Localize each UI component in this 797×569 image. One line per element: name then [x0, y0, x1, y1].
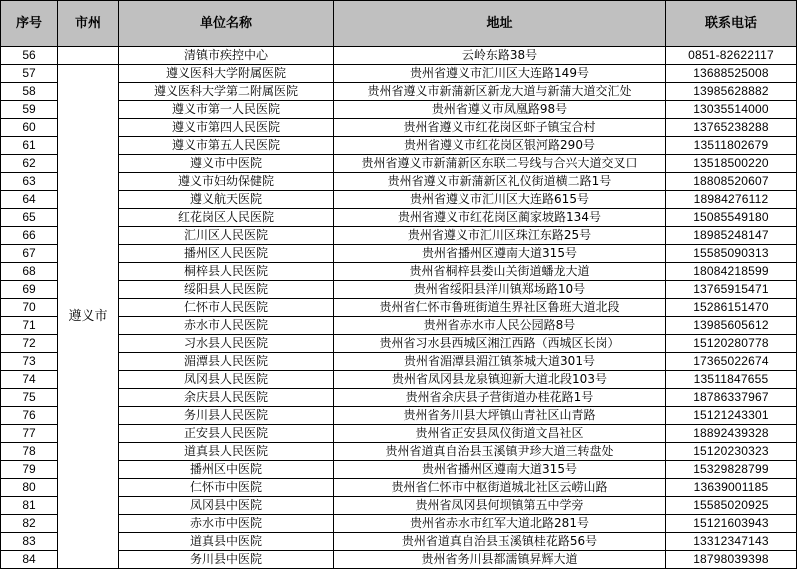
table-row: [1, 353, 797, 371]
phone-cell: 13765915471: [666, 281, 797, 299]
table-row: [1, 389, 797, 407]
row-number: 57: [1, 65, 58, 83]
phone-cell: 13639001185: [666, 479, 797, 497]
address-cell: 贵州省遵义市汇川区大连路615号: [334, 191, 666, 209]
unit-name-cell: 遵义市中医院: [119, 155, 334, 173]
row-number: 65: [1, 209, 58, 227]
table-row: [1, 443, 797, 461]
address-cell: 贵州省仁怀市中枢街道城北社区云崂山路: [334, 479, 666, 497]
table-row: [1, 173, 797, 191]
phone-cell: 13511847655: [666, 371, 797, 389]
row-number: 56: [1, 47, 58, 65]
unit-name-cell: 凤冈县中医院: [119, 497, 334, 515]
unit-name-cell: 道真县人民医院: [119, 443, 334, 461]
table-row: [1, 425, 797, 443]
row-number: 79: [1, 461, 58, 479]
address-cell: 贵州省绥阳县洋川镇郑场路10号: [334, 281, 666, 299]
header-seq: 序号: [1, 1, 58, 47]
unit-name-cell: 湄潭县人民医院: [119, 353, 334, 371]
phone-cell: 13312347143: [666, 533, 797, 551]
address-cell: 贵州省遵义市新蒲新区东联二号线与合兴大道交叉口: [334, 155, 666, 173]
unit-name-cell: 仁怀市中医院: [119, 479, 334, 497]
table-row: [1, 65, 797, 83]
row-number: 78: [1, 443, 58, 461]
unit-name-cell: 播州区中医院: [119, 461, 334, 479]
table-header: [1, 1, 797, 47]
address-cell: 贵州省仁怀市鲁班街道生界社区鲁班大道北段: [334, 299, 666, 317]
phone-cell: 15121603943: [666, 515, 797, 533]
table-row: [1, 245, 797, 263]
unit-name-cell: 遵义医科大学第二附属医院: [119, 83, 334, 101]
phone-cell: 15120280778: [666, 335, 797, 353]
row-number: 60: [1, 119, 58, 137]
row-number: 66: [1, 227, 58, 245]
unit-name-cell: 正安县人民医院: [119, 425, 334, 443]
address-cell: 贵州省务川县都濡镇昇辉大道: [334, 551, 666, 569]
phone-cell: 15121243301: [666, 407, 797, 425]
row-number: 68: [1, 263, 58, 281]
header-city: 市州: [58, 1, 119, 47]
address-cell: 贵州省道真自治县玉溪镇桂花路56号: [334, 533, 666, 551]
phone-cell: 15329828799: [666, 461, 797, 479]
unit-name-cell: 遵义航天医院: [119, 191, 334, 209]
table-row: [1, 551, 797, 569]
unit-name-cell: 遵义医科大学附属医院: [119, 65, 334, 83]
unit-name-cell: 务川县中医院: [119, 551, 334, 569]
address-cell: 贵州省遵义市新蒲新区礼仪街道横二路1号: [334, 173, 666, 191]
address-cell: 贵州省道真自治县玉溪镇尹珍大道三转盘处: [334, 443, 666, 461]
table-row: [1, 209, 797, 227]
city-cell-empty: [58, 47, 119, 65]
header-unit-name: 单位名称: [119, 1, 334, 47]
phone-cell: 13688525008: [666, 65, 797, 83]
address-cell: 贵州省习水县西城区湘江西路（西城区长岗）: [334, 335, 666, 353]
address-cell: 贵州省遵义市红花岗区蔺家坡路134号: [334, 209, 666, 227]
unit-name-cell: 播州区人民医院: [119, 245, 334, 263]
address-cell: 贵州省桐梓县娄山关街道蟠龙大道: [334, 263, 666, 281]
table-row: [1, 155, 797, 173]
unit-name-cell: 遵义市第一人民医院: [119, 101, 334, 119]
phone-cell: 15585020925: [666, 497, 797, 515]
table-row: [1, 335, 797, 353]
table-row: [1, 299, 797, 317]
row-number: 80: [1, 479, 58, 497]
row-number: 71: [1, 317, 58, 335]
phone-cell: 13511802679: [666, 137, 797, 155]
unit-name-cell: 道真县中医院: [119, 533, 334, 551]
row-number: 58: [1, 83, 58, 101]
address-cell: 贵州省凤冈县龙泉镇迎新大道北段103号: [334, 371, 666, 389]
table-row: [1, 479, 797, 497]
row-number: 72: [1, 335, 58, 353]
row-number: 62: [1, 155, 58, 173]
phone-cell: 15286151470: [666, 299, 797, 317]
unit-name-cell: 凤冈县人民医院: [119, 371, 334, 389]
unit-name-cell: 务川县人民医院: [119, 407, 334, 425]
table-row: [1, 371, 797, 389]
address-cell: 贵州省湄潭县湄江镇茶城大道301号: [334, 353, 666, 371]
phone-cell: 18984276112: [666, 191, 797, 209]
unit-name-cell: 仁怀市人民医院: [119, 299, 334, 317]
table-row: [1, 83, 797, 101]
address-cell: 贵州省遵义市新蒲新区新龙大道与新蒲大道交汇处: [334, 83, 666, 101]
table-row: [1, 533, 797, 551]
unit-name-cell: 绥阳县人民医院: [119, 281, 334, 299]
table-row: [1, 101, 797, 119]
phone-cell: 18084218599: [666, 263, 797, 281]
unit-name-cell: 遵义市第五人民医院: [119, 137, 334, 155]
phone-cell: 15120230323: [666, 443, 797, 461]
address-cell: 贵州省遵义市汇川区珠江东路25号: [334, 227, 666, 245]
phone-cell: 13035514000: [666, 101, 797, 119]
table-row: [1, 497, 797, 515]
address-cell: 贵州省播州区遵南大道315号: [334, 461, 666, 479]
table-row: [1, 137, 797, 155]
row-number: 83: [1, 533, 58, 551]
phone-cell: 13985628882: [666, 83, 797, 101]
header-phone: 联系电话: [666, 1, 797, 47]
phone-cell: 13985605612: [666, 317, 797, 335]
table-row: [1, 281, 797, 299]
unit-name-cell: 桐梓县人民医院: [119, 263, 334, 281]
row-number: 59: [1, 101, 58, 119]
address-cell: 云岭东路38号: [334, 47, 666, 65]
city-cell: 遵义市: [58, 65, 119, 569]
row-number: 84: [1, 551, 58, 569]
phone-cell: 18985248147: [666, 227, 797, 245]
address-cell: 贵州省播州区遵南大道315号: [334, 245, 666, 263]
row-number: 81: [1, 497, 58, 515]
address-cell: 贵州省遵义市凤凰路98号: [334, 101, 666, 119]
table-row: [1, 317, 797, 335]
phone-cell: 13518500220: [666, 155, 797, 173]
phone-cell: 18892439328: [666, 425, 797, 443]
phone-cell: 18786337967: [666, 389, 797, 407]
phone-cell: 0851-82622117: [666, 47, 797, 65]
row-number: 63: [1, 173, 58, 191]
table-row: [1, 407, 797, 425]
phone-cell: 15085549180: [666, 209, 797, 227]
address-cell: 贵州省余庆县子营街道办桂花路1号: [334, 389, 666, 407]
table-row: [1, 515, 797, 533]
table-row: [1, 263, 797, 281]
address-cell: 贵州省凤冈县何坝镇第五中学旁: [334, 497, 666, 515]
address-cell: 贵州省遵义市红花岗区虾子镇宝合村: [334, 119, 666, 137]
unit-name-cell: 遵义市妇幼保健院: [119, 173, 334, 191]
unit-name-cell: 赤水市人民医院: [119, 317, 334, 335]
header-address: 地址: [334, 1, 666, 47]
unit-name-cell: 清镇市疾控中心: [119, 47, 334, 65]
row-number: 69: [1, 281, 58, 299]
phone-cell: 18808520607: [666, 173, 797, 191]
address-cell: 贵州省正安县凤仪街道文昌社区: [334, 425, 666, 443]
row-number: 82: [1, 515, 58, 533]
row-number: 67: [1, 245, 58, 263]
row-number: 77: [1, 425, 58, 443]
unit-name-cell: 红花岗区人民医院: [119, 209, 334, 227]
unit-name-cell: 汇川区人民医院: [119, 227, 334, 245]
row-number: 64: [1, 191, 58, 209]
row-number: 74: [1, 371, 58, 389]
table-body: [1, 47, 797, 569]
row-number: 61: [1, 137, 58, 155]
unit-name-cell: 习水县人民医院: [119, 335, 334, 353]
row-number: 75: [1, 389, 58, 407]
unit-name-cell: 赤水市中医院: [119, 515, 334, 533]
header-row: [1, 1, 797, 47]
unit-name-cell: 遵义市第四人民医院: [119, 119, 334, 137]
table-row: [1, 191, 797, 209]
unit-name-cell: 余庆县人民医院: [119, 389, 334, 407]
address-cell: 贵州省遵义市红花岗区银河路290号: [334, 137, 666, 155]
table-row: [1, 461, 797, 479]
address-cell: 贵州省赤水市人民公园路8号: [334, 317, 666, 335]
address-cell: 贵州省务川县大坪镇山青社区山青路: [334, 407, 666, 425]
phone-cell: 18798039398: [666, 551, 797, 569]
phone-cell: 15585090313: [666, 245, 797, 263]
row-number: 70: [1, 299, 58, 317]
table-row: [1, 47, 797, 65]
address-cell: 贵州省遵义市汇川区大连路149号: [334, 65, 666, 83]
row-number: 76: [1, 407, 58, 425]
address-cell: 贵州省赤水市红军大道北路281号: [334, 515, 666, 533]
row-number: 73: [1, 353, 58, 371]
table-row: [1, 227, 797, 245]
phone-cell: 13765238288: [666, 119, 797, 137]
table-row: [1, 119, 797, 137]
phone-cell: 17365022674: [666, 353, 797, 371]
